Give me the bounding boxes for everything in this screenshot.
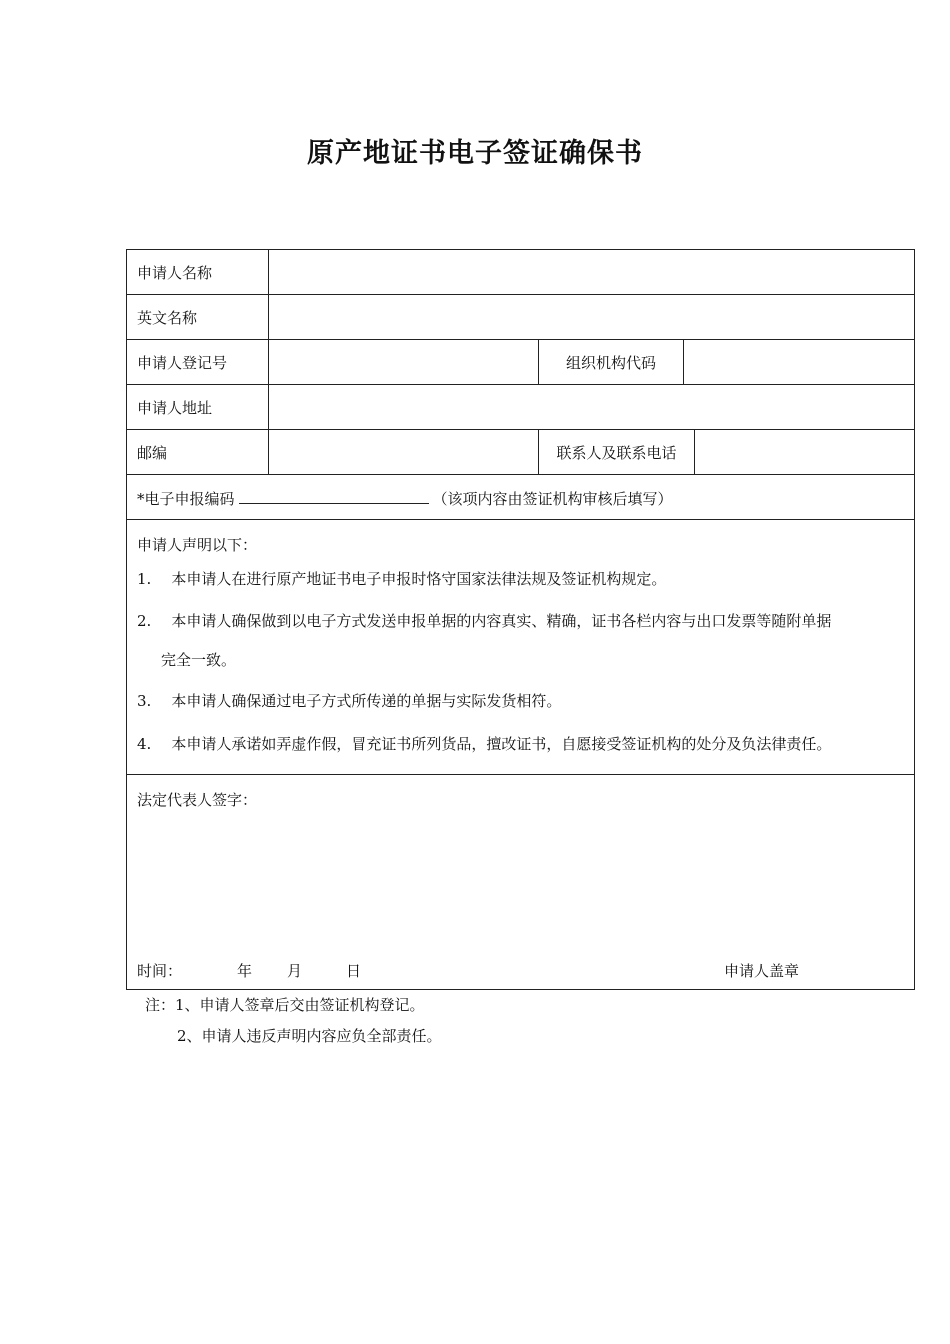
applicant-name-field[interactable] bbox=[269, 250, 914, 294]
declaration-item bbox=[137, 690, 561, 711]
item-number: 3. bbox=[137, 692, 152, 710]
address-label: 申请人地址 bbox=[127, 385, 269, 429]
item-text: 本申请人确保做到以电子方式发送申报单据的内容真实、精确，证书各栏内容与出口发票等随附单据 bbox=[171, 612, 832, 630]
declaration-item bbox=[137, 568, 666, 589]
item-number: 4. bbox=[137, 735, 152, 753]
item-continuation: 完全一致。 bbox=[161, 651, 237, 669]
ecode-blank[interactable] bbox=[239, 489, 429, 504]
address-field[interactable] bbox=[269, 385, 914, 429]
postcode-field[interactable] bbox=[269, 430, 538, 474]
org-code-label: 组织机构代码 bbox=[538, 340, 684, 384]
declaration-intro: 申请人声明以下： bbox=[137, 536, 258, 554]
year-label: 年 bbox=[237, 962, 253, 980]
reg-no-label: 申请人登记号 bbox=[127, 340, 269, 384]
seal-label: 申请人盖章 bbox=[724, 962, 800, 980]
signature-section bbox=[127, 775, 914, 989]
day-label: 日 bbox=[346, 962, 362, 980]
row-ecode bbox=[127, 475, 914, 520]
ecode-note: （该项内容由签证机构审核后填写） bbox=[432, 490, 673, 508]
row-postcode-contact bbox=[127, 430, 914, 475]
row-registration bbox=[127, 340, 914, 385]
signature-label: 法定代表人签字： bbox=[137, 791, 258, 809]
month-label: 月 bbox=[287, 962, 303, 980]
note-1: 注：1、申请人签章后交由签证机构登记。 bbox=[145, 996, 425, 1014]
ecode-label: *电子申报编码 bbox=[137, 490, 235, 508]
english-name-field[interactable] bbox=[269, 295, 914, 339]
assurance-form bbox=[126, 249, 915, 990]
time-label: 时间： bbox=[137, 962, 183, 980]
note-2: 2、申请人违反声明内容应负全部责任。 bbox=[177, 1027, 442, 1045]
item-number: 1. bbox=[137, 570, 152, 588]
item-number: 2. bbox=[137, 612, 152, 630]
page-title: 原产地证书电子签证确保书 bbox=[307, 138, 643, 169]
declaration-item bbox=[137, 610, 831, 631]
item-text: 本申请人确保通过电子方式所传递的单据与实际发货相符。 bbox=[171, 692, 562, 710]
item-text: 本申请人在进行原产地证书电子申报时恪守国家法律法规及签证机构规定。 bbox=[171, 570, 667, 588]
contact-label: 联系人及联系电话 bbox=[538, 430, 695, 474]
postcode-label: 邮编 bbox=[127, 430, 269, 474]
org-code-field[interactable] bbox=[684, 340, 914, 384]
ecode-line bbox=[137, 488, 673, 509]
contact-field[interactable] bbox=[695, 430, 914, 474]
english-name-label: 英文名称 bbox=[127, 295, 269, 339]
declaration-section bbox=[127, 520, 914, 775]
row-english-name bbox=[127, 295, 914, 340]
declaration-item bbox=[137, 733, 831, 754]
row-address bbox=[127, 385, 914, 430]
row-applicant-name bbox=[127, 250, 914, 295]
applicant-name-label: 申请人名称 bbox=[127, 250, 269, 294]
reg-no-field[interactable] bbox=[269, 340, 538, 384]
item-text: 本申请人承诺如弄虚作假，冒充证书所列货品，擅改证书，自愿接受签证机构的处分及负法律责任。 bbox=[171, 735, 832, 753]
